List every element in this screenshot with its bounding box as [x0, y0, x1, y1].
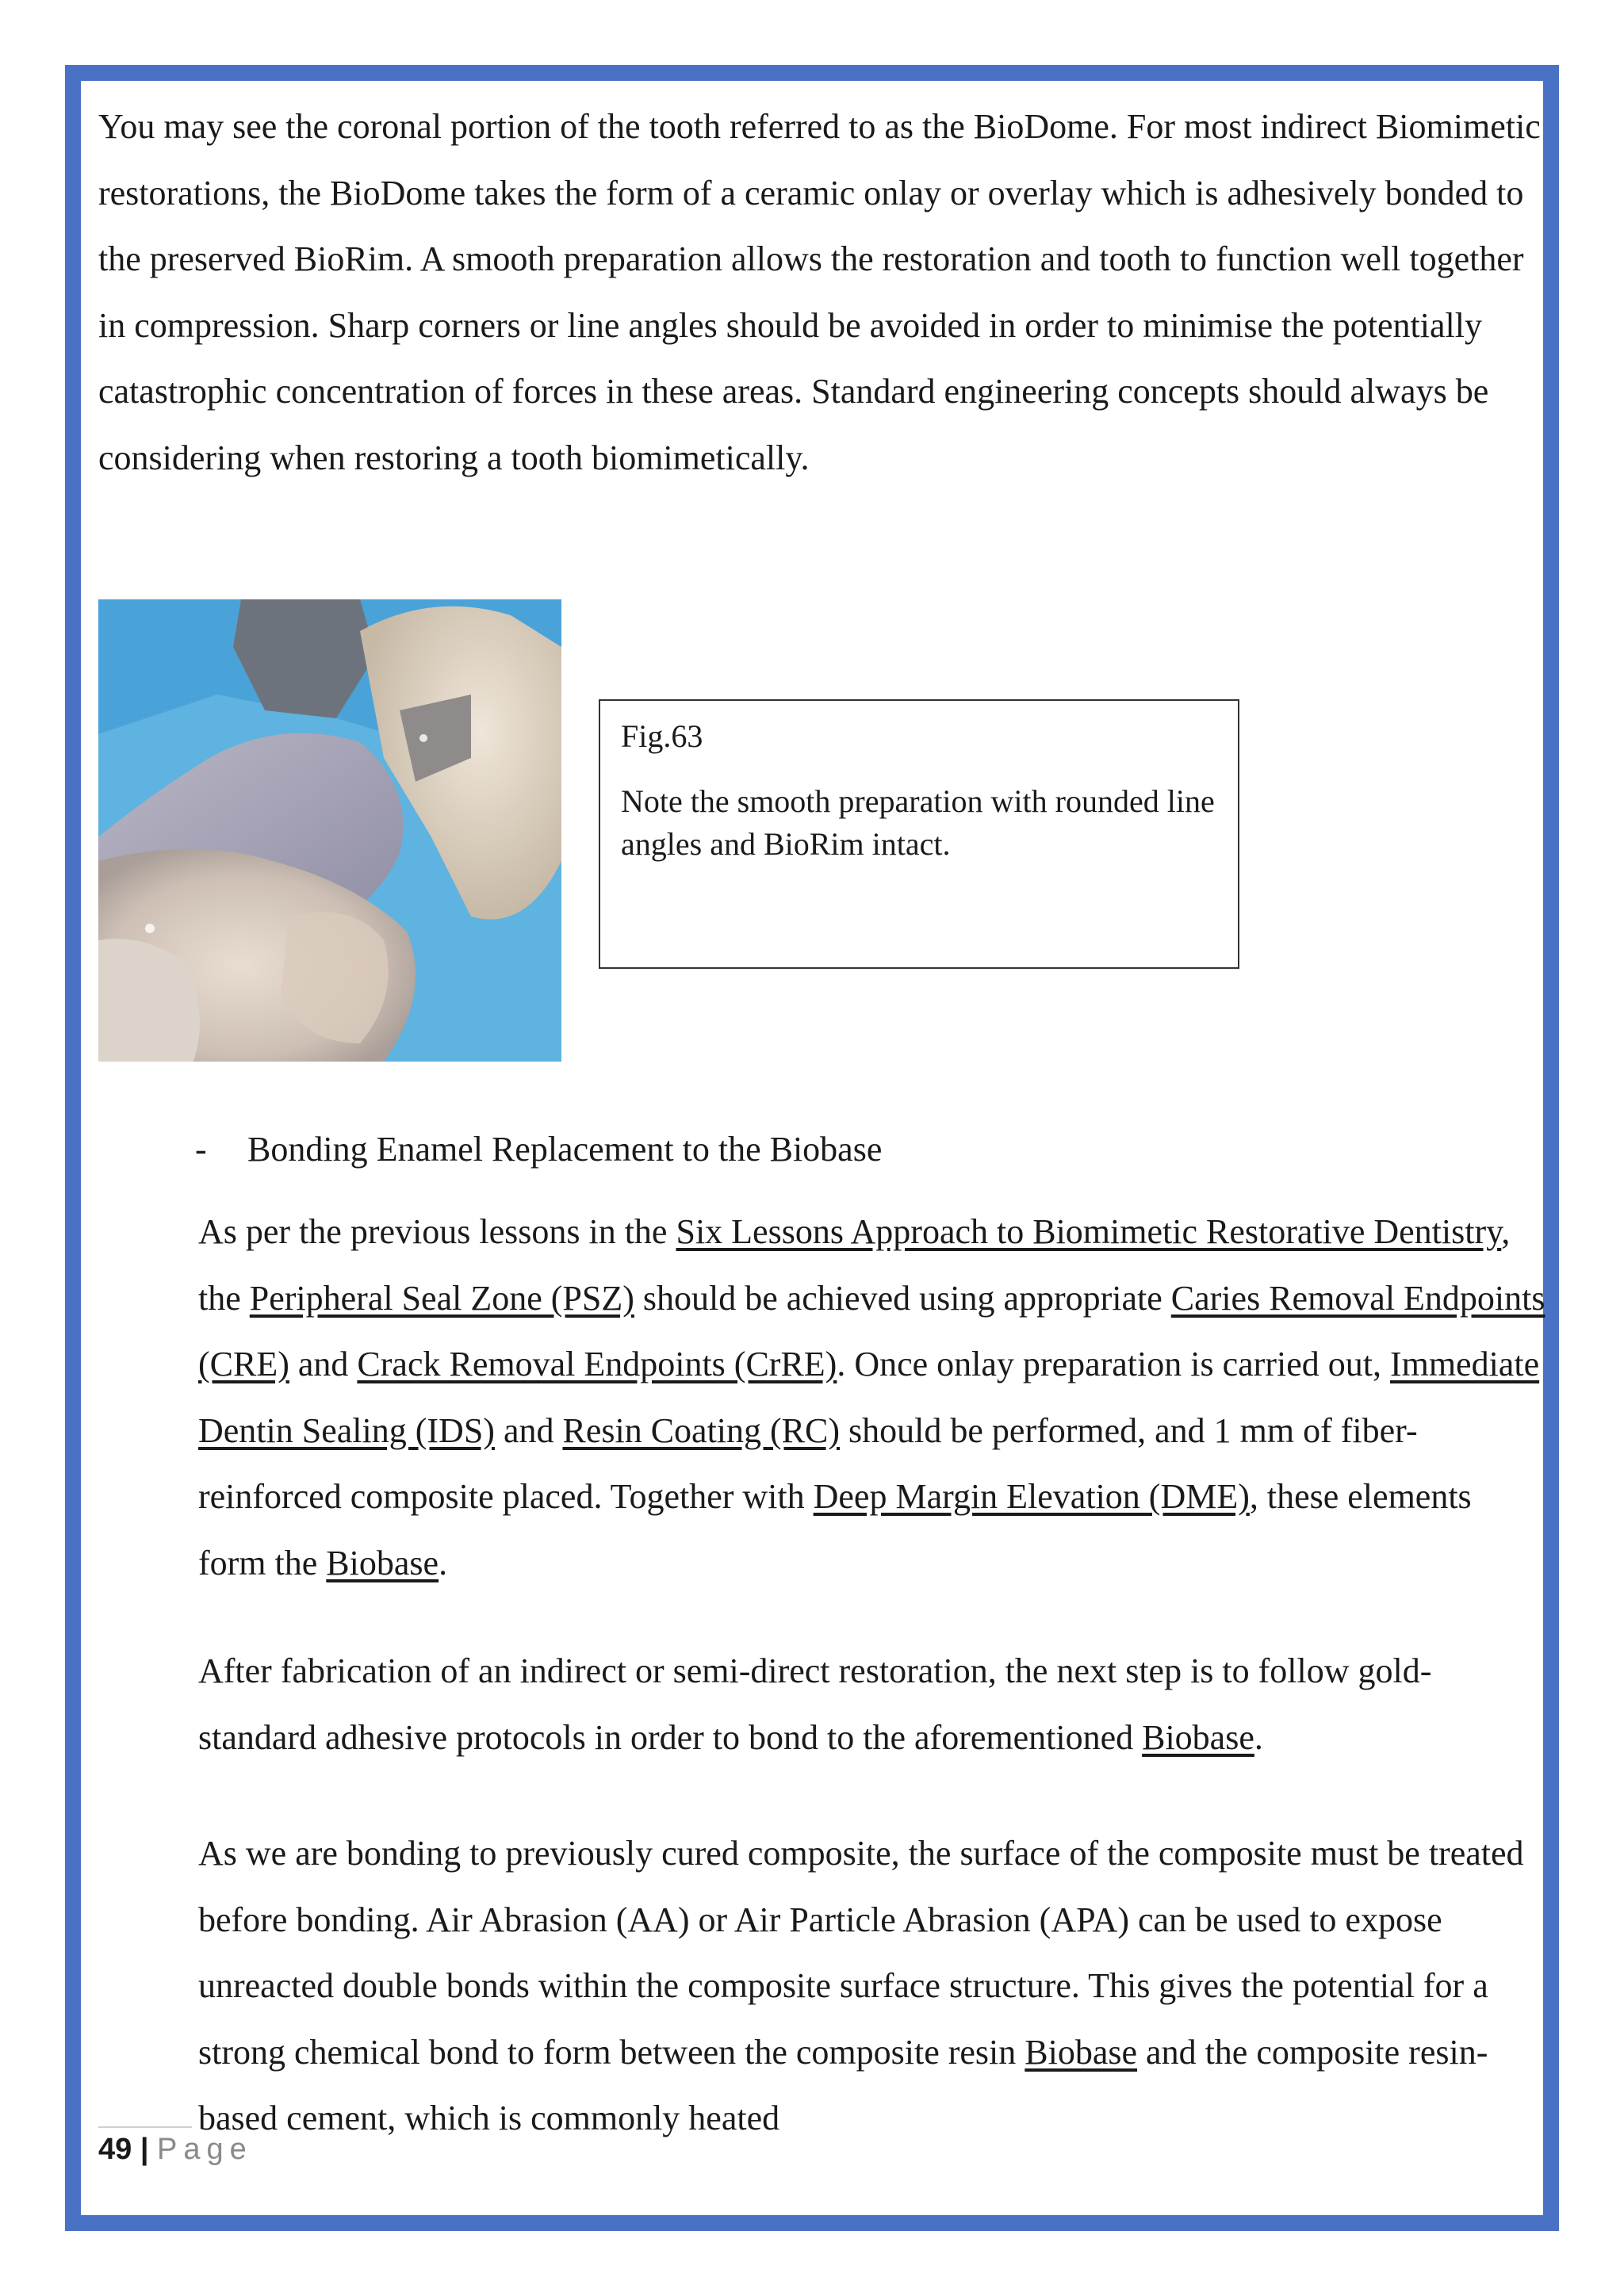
bonding-paragraph: [198, 1820, 1546, 2152]
text: , the: [198, 1212, 1511, 1318]
section-heading: Bonding Enamel Replacement to the Biobase: [247, 1130, 883, 1169]
intro-paragraph: You may see the coronal portion of the tooth referred to as the BioDome. For most indirect Biomimetic restorations, the BioDome takes the form of a ceramic onlay or overlay which is adhesively bonded to the preserved BioRim. A smooth preparation allows the restoration and tooth to function well together in compression. Sharp corners or line angles should be avoided in order to minimise the potentially catastrophic concentration of forces in these areas. Standard engineering concepts should always be considering when restoring a tooth biomimetically.: [98, 107, 1541, 477]
text: . Once onlay preparation is carried out,: [837, 1345, 1390, 1383]
text: , these elements form the: [198, 1477, 1472, 1582]
link-biobase[interactable]: Biobase: [326, 1543, 439, 1582]
link-biobase[interactable]: Biobase: [1025, 2032, 1138, 2072]
text: After fabrication of an indirect or semi-direct restoration, the next step is to follow gold-standard adhesive protocols in order to bond to the aforementioned: [198, 1651, 1432, 1757]
text: As per the previous lessons in the: [198, 1212, 676, 1251]
text: .: [1254, 1717, 1263, 1757]
text: should be achieved using appropriate: [634, 1278, 1171, 1318]
figure-caption: Note the smooth preparation with rounded line angles and BioRim intact.: [621, 783, 1215, 862]
link-resin-coating[interactable]: Resin Coating (RC): [562, 1410, 841, 1450]
tooth-preparation-photo: [98, 599, 561, 1062]
text: and the composite resin-based cement, which is commonly heated: [198, 2032, 1488, 2137]
footer-rule: [98, 2126, 192, 2128]
text: .: [439, 1543, 448, 1582]
page-footer: [98, 2133, 253, 2167]
link-ids[interactable]: Immediate Dentin Sealing (IDS): [198, 1345, 1540, 1450]
text: and: [289, 1345, 358, 1383]
figure-caption-box: [599, 699, 1239, 969]
link-six-lessons[interactable]: Six Lessons Approach to Biomimetic Restorative Dentistry: [676, 1212, 1502, 1251]
text: As we are bonding to previously cured composite, the surface of the composite must be treated before bonding. Air Abrasion (AA) or Air Particle Abrasion (APA) can be used to expose unreacted double bonds within the composite surface structure. This gives the potential for a strong chemical bond to form between the composite resin: [198, 1834, 1524, 2072]
link-crre[interactable]: Crack Removal Endpoints (CrRE): [357, 1345, 837, 1383]
link-dme[interactable]: Deep Margin Elevation (DME): [813, 1477, 1250, 1516]
link-biobase[interactable]: Biobase: [1142, 1717, 1254, 1757]
page-label: Page: [157, 2133, 253, 2166]
section-bullet: [195, 1126, 882, 1173]
link-cre[interactable]: Caries Removal Endpoints (CRE): [198, 1278, 1545, 1383]
text: should be performed, and 1 mm of fiber-reinforced composite placed. Together with: [198, 1410, 1418, 1516]
footer-separator: |: [132, 2133, 158, 2166]
fabrication-paragraph: [198, 1638, 1546, 1770]
bullet-dash: -: [195, 1130, 207, 1169]
page-number: 49: [98, 2133, 132, 2166]
link-psz[interactable]: Peripheral Seal Zone (PSZ): [249, 1278, 634, 1318]
figure-label: Fig.63: [621, 718, 703, 754]
text: and: [494, 1410, 563, 1450]
biobase-paragraph: [198, 1199, 1546, 1596]
